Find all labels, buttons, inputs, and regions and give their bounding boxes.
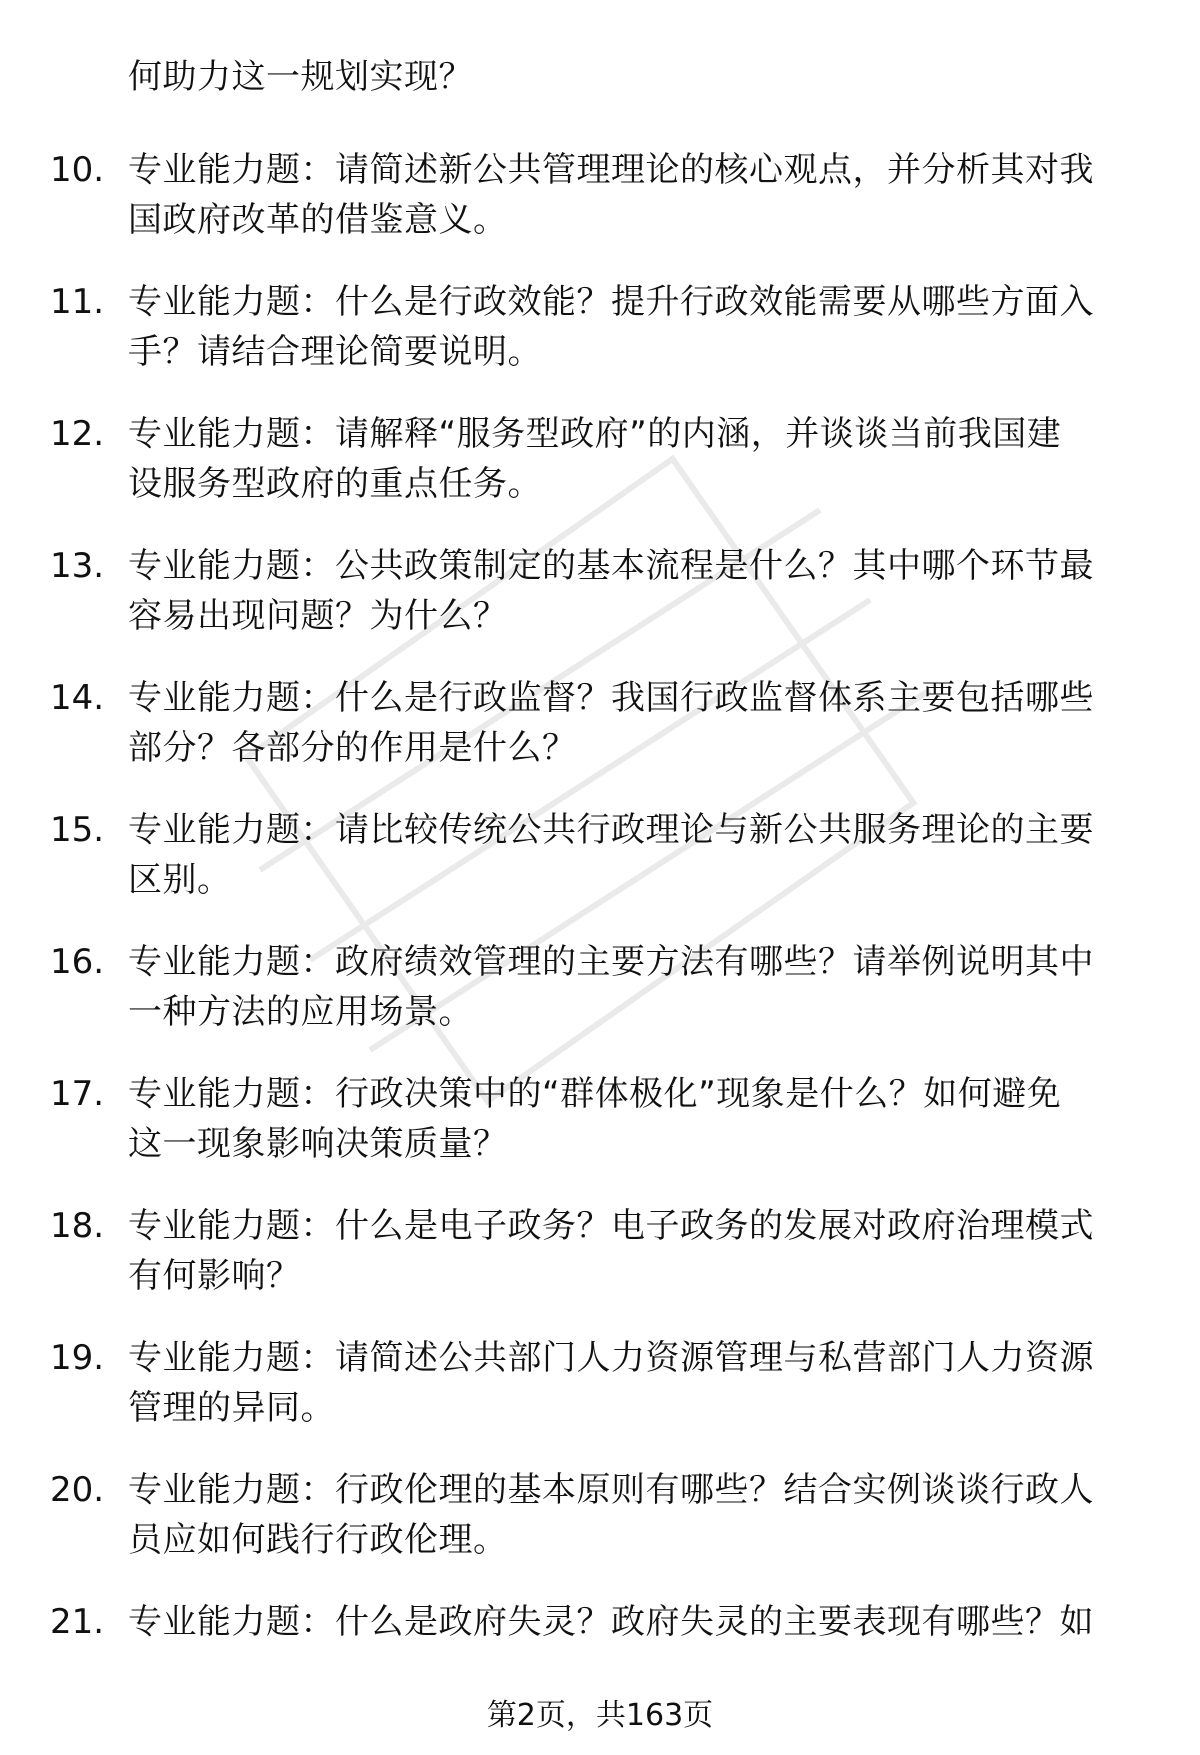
- question-text-line: 专业能力题：请解释“服务型政府”的内涵，并谈谈当前我国建: [128, 414, 1062, 454]
- question-text-line: 容易出现问题？为什么？: [128, 596, 508, 636]
- question-item: [50, 1465, 1150, 1575]
- question-number: 13.: [50, 546, 105, 586]
- question-text-line: 专业能力题：行政伦理的基本原则有哪些？结合实例谈谈行政人: [128, 1470, 1094, 1510]
- question-item: [50, 673, 1150, 783]
- question-item: [50, 145, 1150, 255]
- question-number: 10.: [50, 150, 105, 190]
- question-number: 20.: [50, 1470, 105, 1510]
- question-text-line: 这一现象影响决策质量？: [128, 1124, 508, 1164]
- question-item: [50, 541, 1150, 651]
- question-text-line: 专业能力题：什么是电子政务？电子政务的发展对政府治理模式: [128, 1206, 1094, 1246]
- question-text-line: 手？请结合理论简要说明。: [128, 332, 542, 372]
- question-number: 21.: [50, 1602, 105, 1642]
- question-text-line: 设服务型政府的重点任务。: [128, 464, 542, 504]
- question-text-line: 专业能力题：请比较传统公共行政理论与新公共服务理论的主要: [128, 810, 1094, 850]
- question-item: [50, 1069, 1150, 1179]
- question-text-line: 专业能力题：公共政策制定的基本流程是什么？其中哪个环节最: [128, 546, 1094, 586]
- question-number: 15.: [50, 810, 105, 850]
- question-number: 11.: [50, 282, 105, 322]
- question-item: [50, 1201, 1150, 1311]
- question-text-line: 有何影响？: [128, 1256, 301, 1296]
- question-text-line: 一种方法的应用场景。: [128, 992, 473, 1032]
- page-footer: 第2页，共163页: [486, 1698, 714, 1733]
- question-item: [50, 805, 1150, 915]
- question-text-line: 专业能力题：什么是政府失灵？政府失灵的主要表现有哪些？如: [128, 1602, 1094, 1642]
- question-item: [50, 277, 1150, 387]
- question-number: 18.: [50, 1206, 105, 1246]
- question-text-line: 管理的异同。: [128, 1388, 335, 1428]
- question-text-line: 专业能力题：政府绩效管理的主要方法有哪些？请举例说明其中: [128, 942, 1094, 982]
- question-text-line: 专业能力题：行政决策中的“群体极化”现象是什么？如何避免: [128, 1074, 1062, 1114]
- question-text-line: 部分？各部分的作用是什么？: [128, 728, 577, 768]
- question-text-line: 区别。: [128, 860, 232, 900]
- question-number: 14.: [50, 678, 105, 718]
- question-text-line: 专业能力题：请简述新公共管理理论的核心观点，并分析其对我: [128, 150, 1094, 190]
- question-item: [50, 1597, 1150, 1707]
- question-item: [50, 1333, 1150, 1443]
- question-number: 12.: [50, 414, 105, 454]
- question-text-line: 国政府改革的借鉴意义。: [128, 200, 508, 240]
- question-number: 17.: [50, 1074, 105, 1114]
- question-item: [50, 409, 1150, 519]
- question-text-line: 专业能力题：什么是行政效能？提升行政效能需要从哪些方面入: [128, 282, 1094, 322]
- continued-question-text: 何助力这一规划实现？: [128, 57, 473, 97]
- question-number: 16.: [50, 942, 105, 982]
- question-text-line: 员应如何践行行政伦理。: [128, 1520, 508, 1560]
- question-item: [50, 937, 1150, 1047]
- question-number: 19.: [50, 1338, 105, 1378]
- question-text-line: 专业能力题：请简述公共部门人力资源管理与私营部门人力资源: [128, 1338, 1094, 1378]
- question-text-line: 专业能力题：什么是行政监督？我国行政监督体系主要包括哪些: [128, 678, 1094, 718]
